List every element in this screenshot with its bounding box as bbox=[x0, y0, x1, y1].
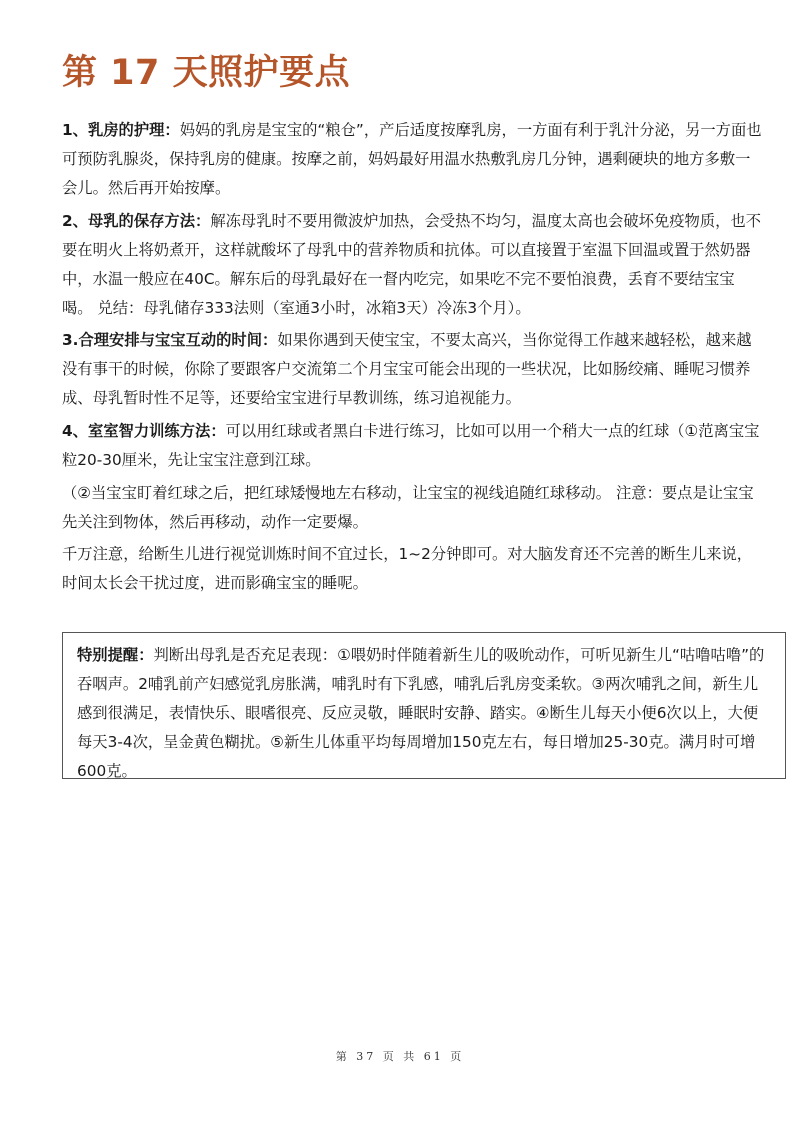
section-training-step bbox=[62, 479, 762, 537]
special-reminder-box bbox=[62, 632, 786, 779]
section-heading: 1、乳房的护理： bbox=[62, 121, 180, 139]
section-heading: 3.合理安排与宝宝互动的时间： bbox=[62, 331, 278, 349]
section-milk-storage bbox=[62, 207, 762, 323]
section-text: 妈妈的乳房是宝宝的“粮仓”，产后适度按摩乳房，一方面有利于乳汁分泌，另一方面也可预防乳腺炎，保持乳房的健康。按摩之前，妈妈最好用温水热敷乳房几分钟，遇剩硬块的地方多敷一会儿。然后再开始按摩。 bbox=[62, 121, 762, 197]
section-text: 千万注意，给断生儿进行视觉训炼时间不宜过长，1~2分钟即可。对大脑发育还不完善的断生儿来说，时间太长会干扰过度，进而影确宝宝的睡呢。 bbox=[62, 545, 753, 592]
section-text: 如果你遇到天使宝宝，不要太高兴，当你觉得工作越来越轻松，越来越没有事干的时候，你除了要跟客户交流第二个月宝宝可能会出现的一些状况，比如肠绞痛、睡呢习惯养成、母乳暂时性不足等，还要给宝宝进行早教训练，练习追视能力。 bbox=[62, 331, 752, 407]
section-heading: 2、母乳的保存方法： bbox=[62, 212, 211, 230]
page-footer: 第 37 页 共 61 页 bbox=[335, 1050, 465, 1063]
section-heading: 4、室室智力训练方法： bbox=[62, 422, 226, 440]
section-intelligence-training bbox=[62, 417, 762, 475]
section-text: 解冻母乳时不要用微波炉加热，会受热不均匀，温度太高也会破坏免疫物质，也不要在明火上将奶煮开，这样就酸坏了母乳中的营养物质和抗体。可以直接置于室温下回温或置于然奶器中，水温一般应在40C。解东后的母乳最好在一督内吃完，如果吃不完不要怕浪费，丢育不要结宝宝喝。 兑结：母乳储存333法则（室通3小时，冰箱3天）冷冻3个月）。 bbox=[62, 212, 762, 317]
section-text: 可以用红球或者黑白卡进行练习，比如可以用一个稍大一点的红球（①范离宝宝粒20-30厘米，先让宝宝注意到江球。 bbox=[62, 422, 760, 469]
section-training-caution bbox=[62, 540, 762, 598]
section-interaction-time bbox=[62, 326, 762, 413]
section-breast-care bbox=[62, 116, 762, 203]
section-text: （②当宝宝盯着红球之后，把红球矮慢地左右移动，让宝宝的视线追随红球移动。 注意：要点是让宝宝先关注到物体，然后再移动，动作一定要爆。 bbox=[62, 484, 754, 531]
notice-heading: 特别提醒： bbox=[77, 646, 154, 664]
notice-text: 判断出母乳是否充足表现：①喂奶时伴随着新生儿的吸吮动作，可听见新生儿“咕噜咕噜”的吞咽声。2哺乳前产妇感觉乳房胀满，哺乳时有下乳感，哺乳后乳房变柔软。③两次哺乳之间，新生儿感到很满足，表情快乐、眼嗜很亮、反应灵敬，睡眠时安静、踏实。④断生儿每天小便6次以上，大便每天3-4次，呈金黄色糊扰。⑤新生儿体重平均每周增加150克左右，每日增加25-30克。满月时可增600克。 bbox=[77, 646, 765, 780]
page-title: 第 17 天照护要点 bbox=[62, 53, 351, 93]
